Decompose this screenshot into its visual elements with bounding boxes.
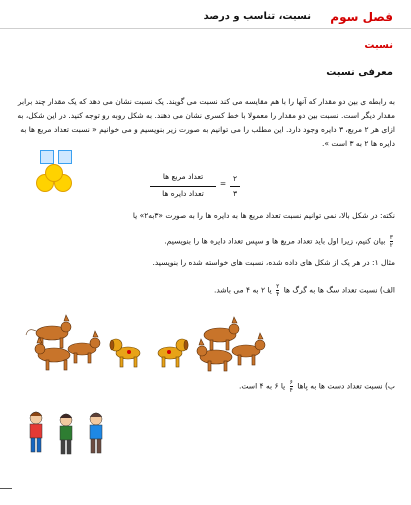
note-fraction bbox=[390, 234, 393, 249]
wolf-picture bbox=[35, 337, 70, 370]
part-b-frac-den: ۴ bbox=[289, 387, 293, 394]
part-b-text: ب) نسبت تعداد دست ها به پاها bbox=[297, 381, 395, 391]
page-footer-mark bbox=[0, 488, 12, 489]
header-divider bbox=[0, 28, 411, 29]
dog-picture bbox=[110, 339, 140, 367]
part-a-tail: یا ۲ به ۴ می باشد. bbox=[214, 285, 272, 295]
children-illustration bbox=[24, 408, 114, 463]
child-picture bbox=[60, 414, 72, 454]
part-b bbox=[15, 379, 395, 394]
intro-paragraph: به رابطه ی بین دو مقدار که آنها را با هم مقایسه می کند نسبت می گویند. یک نسبت نشان می دهد که یک مقدار چند برابر مقدار دیگر است. نسبت بین دو مقدار را معمولا با خط کسری نشان می دهند. به شکل روبه رو توجه کنید. در این شکل، به ازای هر ۲ مربع، ۳ دایره وجود دارد. این مطلب را می توانیم به صورت زیر بنویسیم و می خوانیم « نسبت تعداد مربع ها به دایره ها ۲ به ۳ است ». bbox=[17, 97, 395, 148]
part-b-frac-num: ۶ bbox=[289, 379, 293, 386]
square-shape bbox=[40, 150, 54, 164]
shapes-illustration bbox=[36, 150, 86, 192]
wolf-picture bbox=[68, 331, 100, 363]
note-line-2: بیان کنیم، زیرا اول باید تعداد مربع ها و سپس تعداد دایره ها را بنویسیم. bbox=[164, 236, 386, 246]
example-1: مثال ۱: در هر یک از شکل های داده شده، نسبت های خواسته شده را بنویسید. bbox=[152, 258, 395, 267]
note-line-2-wrap bbox=[15, 234, 395, 249]
section-heading: نسبت bbox=[364, 40, 393, 51]
animals-svg bbox=[20, 305, 380, 373]
part-a bbox=[15, 283, 395, 298]
part-a-fraction bbox=[276, 283, 279, 298]
note-frac-num: ۳ bbox=[389, 234, 393, 241]
part-b-fraction bbox=[290, 379, 293, 394]
part-a-text: الف) نسبت تعداد سگ ها به گرگ ها bbox=[283, 285, 395, 295]
animals-illustration bbox=[20, 305, 380, 373]
child-picture bbox=[90, 413, 102, 453]
wolf-picture bbox=[26, 315, 71, 348]
ratio-fraction bbox=[150, 172, 260, 202]
fraction-numerator-text: تعداد مربع ها bbox=[162, 172, 204, 181]
fraction-bar-small bbox=[230, 186, 240, 187]
square-shape bbox=[58, 150, 72, 164]
fraction-denominator: ۳ bbox=[232, 189, 238, 198]
dog-picture bbox=[158, 339, 188, 367]
fraction-bar bbox=[150, 186, 216, 187]
note-line-1: نکته: در شکل بالا، نمی توانیم نسبت تعداد مربع ها به دایره ها را به صورت «۳به۲» یا bbox=[132, 211, 395, 220]
chapter-label: فصل سوم bbox=[330, 10, 393, 24]
wolf-picture bbox=[204, 317, 239, 350]
wolf-picture bbox=[232, 333, 265, 365]
note-frac-den: ۲ bbox=[389, 242, 393, 249]
child-picture bbox=[30, 412, 42, 452]
fraction-denominator-text: تعداد دایره ها bbox=[162, 189, 204, 198]
circle-shape bbox=[45, 164, 63, 182]
children-svg bbox=[24, 408, 114, 463]
part-a-frac-num: ۲ bbox=[276, 283, 280, 290]
part-b-tail: یا ۶ به ۴ است. bbox=[239, 381, 286, 391]
equals-sign: = bbox=[219, 179, 227, 188]
part-a-frac-den: ۴ bbox=[276, 291, 280, 298]
fraction-numerator: ۲ bbox=[232, 174, 238, 183]
chapter-title: نسبت، تناسب و درصد bbox=[203, 11, 311, 22]
subsection-heading: معرفی نسبت bbox=[326, 67, 393, 78]
